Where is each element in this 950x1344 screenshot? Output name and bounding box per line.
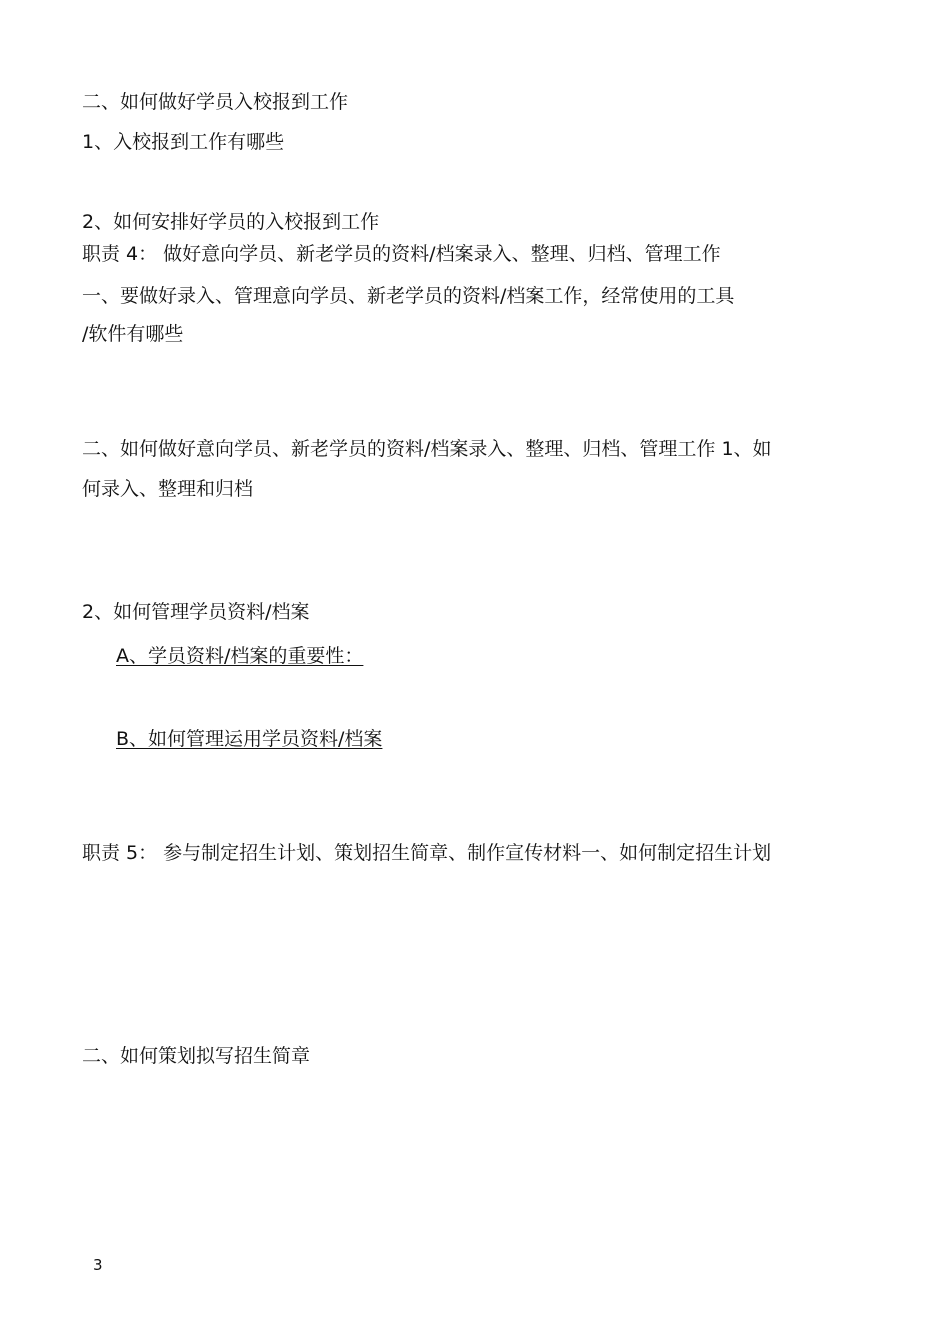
duty-4-heading: 职责 4： 做好意向学员、新老学员的资料/档案录入、整理、归档、管理工作 [82, 243, 721, 265]
subsection-arrange-enrollment: 2、如何安排好学员的入校报到工作 [82, 211, 380, 233]
section-admissions-brochure: 二、如何策划拟写招生简章 [82, 1045, 311, 1067]
section-records-line-1: 二、如何做好意向学员、新老学员的资料/档案录入、整理、归档、管理工作 1、如 [82, 438, 772, 460]
section-tools-line-1: 一、要做好录入、管理意向学员、新老学员的资料/档案工作，经常使用的工具 [82, 285, 735, 307]
subsection-enrollment-tasks: 1、入校报到工作有哪些 [82, 131, 285, 153]
subsection-manage-records: 2、如何管理学员资料/档案 [82, 601, 310, 623]
duty-5-heading: 职责 5： 参与制定招生计划、策划招生简章、制作宣传材料一、如何制定招生计划 [82, 842, 772, 864]
item-b-manage-use-records: B、如何管理运用学员资料/档案 [116, 728, 383, 750]
section-heading-enrollment: 二、如何做好学员入校报到工作 [82, 91, 349, 113]
section-records-line-2: 何录入、整理和归档 [82, 478, 254, 500]
section-tools-line-2: /软件有哪些 [82, 323, 184, 345]
item-a-records-importance: A、学员资料/档案的重要性： [116, 645, 364, 667]
page-number: 3 [93, 1256, 103, 1274]
